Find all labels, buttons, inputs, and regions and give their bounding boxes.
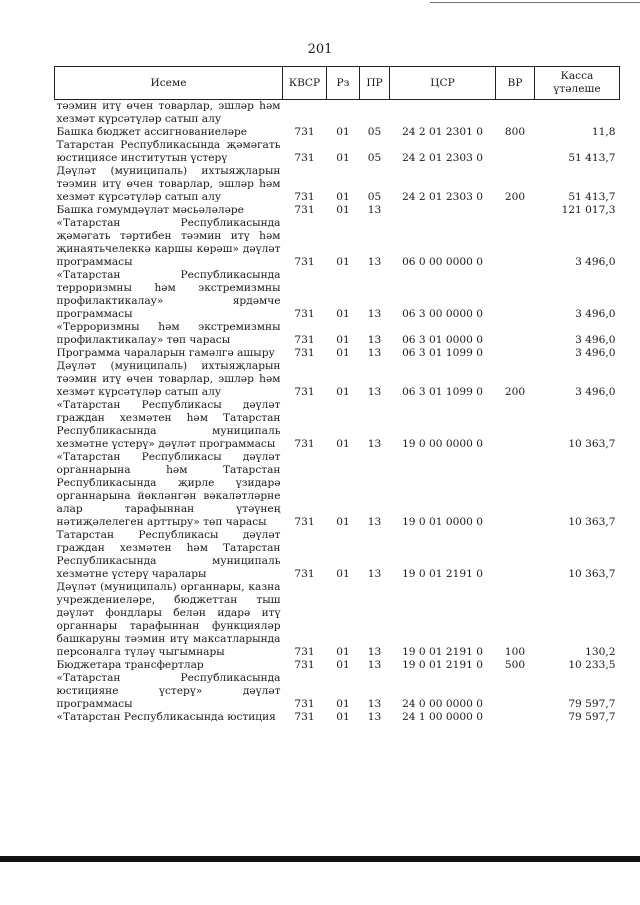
cell-amount: 51 413,7 bbox=[568, 191, 616, 203]
header-pr: ПР bbox=[360, 67, 390, 100]
cell-name: Дәүләт (муниципаль) органнары, казна учреждениеләре, бюджеттан тыш дәүләт фондлары белән идарә итү органнары тарафыннан функцияләр башкаруны тәэмин итү максатларында персоналга түләү чыгымнары bbox=[56, 581, 281, 658]
cell-name: Татарстан Республикасында җәмәгать юстициясе институтын үстерү bbox=[56, 139, 281, 164]
table-row bbox=[55, 672, 620, 711]
cell-amount: 51 413,7 bbox=[568, 152, 616, 164]
cell-kvsr: 731 bbox=[294, 516, 315, 528]
header-kassa bbox=[535, 67, 620, 100]
cell-amount: 3 496,0 bbox=[575, 256, 616, 268]
cell-vr bbox=[496, 139, 535, 165]
cell-kvsr: 731 bbox=[294, 126, 315, 138]
cell-kvsr: 731 bbox=[294, 386, 315, 398]
cell-vr bbox=[496, 217, 535, 269]
cell-csr: 19 0 01 2191 0 bbox=[402, 659, 483, 671]
cell-rz: 01 bbox=[336, 438, 350, 450]
cell-pr: 13 bbox=[367, 516, 382, 528]
cell-kvsr: 731 bbox=[294, 334, 315, 346]
table-row bbox=[55, 581, 620, 659]
cell-kvsr: 731 bbox=[294, 256, 315, 268]
cell-csr: 06 3 01 1099 0 bbox=[402, 347, 483, 359]
table-row bbox=[55, 204, 620, 217]
cell-amount: 10 363,7 bbox=[568, 438, 616, 450]
table-row bbox=[55, 269, 620, 321]
table-row bbox=[55, 100, 620, 127]
cell-amount: 3 496,0 bbox=[575, 308, 616, 320]
cell-amount: 10 233,5 bbox=[568, 659, 616, 671]
cell-pr: 05 bbox=[367, 152, 382, 164]
cell-vr bbox=[496, 204, 535, 217]
cell-rz: 01 bbox=[336, 204, 350, 216]
cell-pr: 13 bbox=[367, 334, 382, 346]
cell-kvsr: 731 bbox=[294, 191, 315, 203]
cell-rz bbox=[327, 100, 360, 127]
cell-csr: 19 0 01 2191 0 bbox=[402, 646, 483, 658]
cell-amount: 130,2 bbox=[585, 646, 616, 658]
cell-name: «Татарстан Республикасы дәүләт органнарына һәм Татарстан Республикасында җирле үзидарә органнарына йөкләнгән вәкаләтләрне алар тарафыннан үтәүнең нәтиҗәлелеген арттыру» төп чарасы bbox=[56, 451, 281, 528]
cell-pr: 13 bbox=[367, 646, 382, 658]
cell-pr: 13 bbox=[367, 386, 382, 398]
cell-vr bbox=[496, 451, 535, 529]
cell-kvsr: 731 bbox=[294, 698, 315, 710]
cell-rz: 01 bbox=[336, 256, 350, 268]
cell-kvsr: 731 bbox=[294, 646, 315, 658]
cell-kvsr: 731 bbox=[294, 711, 315, 723]
cell-amount: 10 363,7 bbox=[568, 516, 616, 528]
table-row bbox=[55, 139, 620, 165]
cell-pr: 13 bbox=[367, 347, 382, 359]
cell-amount: 3 496,0 bbox=[575, 347, 616, 359]
cell-rz: 01 bbox=[336, 191, 350, 203]
cell-name: «Татарстан Республикасында терроризмны һәм экстремизмны профилактикалау» ярдәмче программасы bbox=[56, 269, 281, 320]
cell-rz: 01 bbox=[336, 659, 350, 671]
header-vr: ВР bbox=[496, 67, 535, 100]
cell-name: Башка гомумдәүләт мәсьәләләре bbox=[56, 204, 244, 216]
table-row bbox=[55, 529, 620, 581]
cell-csr: 24 1 00 0000 0 bbox=[402, 711, 483, 723]
cell-name: тәэмин итү өчен товарлар, эшләр һәм хезмәт күрсәтүләр сатып алу bbox=[56, 100, 281, 125]
table-row bbox=[55, 360, 620, 399]
cell-vr: 500 bbox=[504, 659, 526, 671]
cell-rz: 01 bbox=[336, 646, 350, 658]
cell-amount: 3 496,0 bbox=[575, 386, 616, 398]
cell-name: «Татарстан Республикасында юстиция bbox=[56, 711, 276, 723]
cell-name: «Терроризмны һәм экстремизмны профилактикалау» төп чарасы bbox=[56, 321, 281, 346]
cell-csr: 06 3 01 0000 0 bbox=[402, 334, 483, 346]
cell-kvsr bbox=[283, 100, 327, 127]
header-kvsr: КВСР bbox=[283, 67, 327, 100]
cell-kvsr: 731 bbox=[294, 204, 315, 216]
table-row bbox=[55, 711, 620, 724]
cell-pr: 13 bbox=[367, 711, 382, 723]
cell-vr bbox=[496, 399, 535, 451]
cell-vr: 200 bbox=[504, 191, 526, 203]
cell-rz: 01 bbox=[336, 308, 350, 320]
cell-kvsr: 731 bbox=[294, 152, 315, 164]
cell-vr: 200 bbox=[504, 386, 526, 398]
cell-name: Татарстан Республикасы дәүләт граждан хезмәтен һәм Татарстан Республикасында муниципаль хезмәтне үстерү чаралары bbox=[56, 529, 281, 580]
cell-csr: 19 0 00 0000 0 bbox=[402, 438, 483, 450]
cell-name: Бюджетара трансфертлар bbox=[56, 659, 204, 671]
cell-amount bbox=[535, 100, 620, 127]
cell-vr bbox=[496, 321, 535, 347]
cell-vr bbox=[496, 711, 535, 724]
cell-rz: 01 bbox=[336, 386, 350, 398]
cell-rz: 01 bbox=[336, 126, 350, 138]
table-row bbox=[55, 347, 620, 360]
cell-vr: 800 bbox=[504, 126, 526, 138]
cell-amount: 79 597,7 bbox=[568, 698, 616, 710]
cell-pr: 13 bbox=[367, 659, 382, 671]
cell-name: Башка бюджет ассигнованиеләре bbox=[56, 126, 248, 138]
cell-csr bbox=[390, 204, 496, 217]
header-csr: ЦСР bbox=[390, 67, 496, 100]
cell-csr: 24 2 01 2303 0 bbox=[402, 152, 483, 164]
cell-csr: 24 2 01 2303 0 bbox=[402, 191, 483, 203]
cell-name: «Татарстан Республикасында җәмәгать тәртибен тәэмин итү һәм җинаятьчелеккә каршы көрәш» дәүләт программасы bbox=[56, 217, 281, 268]
table-row bbox=[55, 451, 620, 529]
cell-csr: 24 0 00 0000 0 bbox=[402, 698, 483, 710]
cell-pr: 05 bbox=[367, 191, 382, 203]
cell-vr bbox=[496, 672, 535, 711]
table-row bbox=[55, 165, 620, 204]
cell-amount: 79 597,7 bbox=[568, 711, 616, 723]
cell-pr: 13 bbox=[367, 204, 382, 216]
cell-name: Дәүләт (муниципаль) ихтыяҗларын тәэмин итү өчен товарлар, эшләр һәм хезмәт күрсәтүләр сатып алу bbox=[56, 165, 281, 203]
cell-vr bbox=[496, 100, 535, 127]
budget-table bbox=[54, 66, 620, 724]
table-body bbox=[55, 100, 620, 725]
cell-rz: 01 bbox=[336, 347, 350, 359]
cell-name: Программа чараларын гамәлгә ашыру bbox=[56, 347, 275, 359]
cell-name: «Татарстан Республикасы дәүләт граждан хезмәтен һәм Татарстан Республикасында муниципаль хезмәтне үстерү» дәүләт программасы bbox=[56, 399, 281, 450]
cell-csr: 19 0 01 2191 0 bbox=[402, 568, 483, 580]
header-kassa-line2: үтәлеше bbox=[553, 83, 601, 95]
header-rz: Рз bbox=[327, 67, 360, 100]
cell-pr: 13 bbox=[367, 308, 382, 320]
header-kassa-line1: Касса bbox=[560, 70, 594, 82]
table-row bbox=[55, 659, 620, 672]
cell-kvsr: 731 bbox=[294, 659, 315, 671]
cell-amount: 10 363,7 bbox=[568, 568, 616, 580]
cell-rz: 01 bbox=[336, 334, 350, 346]
cell-pr: 13 bbox=[367, 698, 382, 710]
cell-csr bbox=[390, 100, 496, 127]
cell-amount: 11,8 bbox=[591, 126, 616, 138]
cell-kvsr: 731 bbox=[294, 347, 315, 359]
cell-pr: 05 bbox=[367, 126, 382, 138]
cell-rz: 01 bbox=[336, 152, 350, 164]
cell-rz: 01 bbox=[336, 711, 350, 723]
cell-amount: 121 017,3 bbox=[561, 204, 616, 216]
table-row bbox=[55, 399, 620, 451]
cell-pr bbox=[360, 100, 390, 127]
cell-name: «Татарстан Республикасында юстицияне үстерү» дәүләт программасы bbox=[56, 672, 281, 710]
page-number: 201 bbox=[307, 42, 333, 57]
table-row bbox=[55, 217, 620, 269]
cell-vr bbox=[496, 269, 535, 321]
cell-vr: 100 bbox=[504, 646, 526, 658]
cell-csr: 06 3 00 0000 0 bbox=[402, 308, 483, 320]
cell-vr bbox=[496, 529, 535, 581]
cell-csr: 19 0 01 0000 0 bbox=[402, 516, 483, 528]
cell-csr: 06 3 01 1099 0 bbox=[402, 386, 483, 398]
scan-border-bar bbox=[0, 856, 640, 862]
cell-pr: 13 bbox=[367, 256, 382, 268]
cell-rz: 01 bbox=[336, 516, 350, 528]
cell-name: Дәүләт (муниципаль) ихтыяҗларын тәэмин итү өчен товарлар, эшләр һәм хезмәт күрсәтүләр сатып алу bbox=[56, 360, 281, 398]
cell-rz: 01 bbox=[336, 698, 350, 710]
cell-kvsr: 731 bbox=[294, 568, 315, 580]
header-name: Исеме bbox=[55, 67, 283, 100]
scan-edge-line bbox=[430, 2, 640, 3]
cell-kvsr: 731 bbox=[294, 308, 315, 320]
cell-pr: 13 bbox=[367, 568, 382, 580]
cell-rz: 01 bbox=[336, 568, 350, 580]
cell-csr: 24 2 01 2301 0 bbox=[402, 126, 483, 138]
cell-vr bbox=[496, 347, 535, 360]
cell-pr: 13 bbox=[367, 438, 382, 450]
cell-csr: 06 0 00 0000 0 bbox=[402, 256, 483, 268]
table-row bbox=[55, 126, 620, 139]
cell-amount: 3 496,0 bbox=[575, 334, 616, 346]
cell-kvsr: 731 bbox=[294, 438, 315, 450]
table-header-row bbox=[55, 67, 620, 100]
table-row bbox=[55, 321, 620, 347]
